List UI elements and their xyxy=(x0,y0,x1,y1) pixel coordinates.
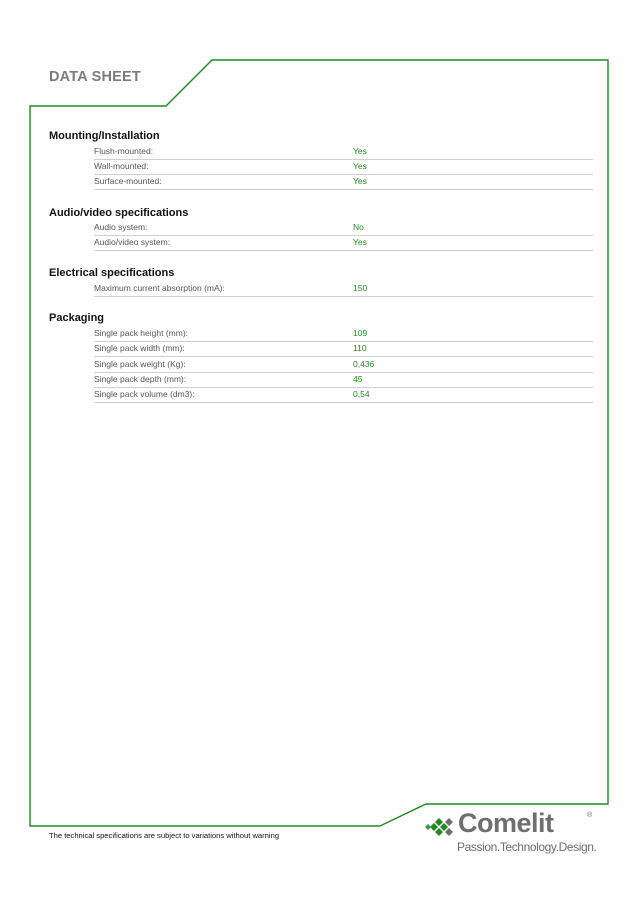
spec-value: 109 xyxy=(353,328,368,338)
section-heading-packaging: Packaging xyxy=(49,312,105,324)
spec-value: Yes xyxy=(353,146,367,156)
spec-label: Single pack depth (mm): xyxy=(94,374,187,384)
spec-row-pack-width xyxy=(94,341,593,357)
spec-row-surface-mounted xyxy=(94,174,593,190)
spec-label: Audio/video system: xyxy=(94,237,171,247)
spec-value: No xyxy=(353,222,364,232)
comelit-diamond-mark-icon xyxy=(424,817,458,837)
spec-label: Single pack volume (dm3): xyxy=(94,389,195,399)
spec-label: Single pack width (mm): xyxy=(94,343,185,353)
spec-value: 150 xyxy=(353,283,368,293)
spec-label: Surface-mounted: xyxy=(94,176,162,186)
spec-value: Yes xyxy=(353,176,367,186)
spec-row-pack-depth xyxy=(94,372,593,388)
spec-row-pack-height xyxy=(94,326,593,342)
spec-value: Yes xyxy=(353,161,367,171)
spec-value: 110 xyxy=(353,343,367,353)
spec-row-current-absorption xyxy=(94,281,593,297)
section-heading-electrical: Electrical specifications xyxy=(49,267,175,279)
spec-row-audio-video-system xyxy=(94,235,593,251)
logo-wordmark: Comelit xyxy=(458,808,554,838)
logo-tagline: Passion.Technology.Design. xyxy=(457,840,597,854)
spec-row-wall-mounted xyxy=(94,159,593,175)
spec-row-pack-volume xyxy=(94,387,593,403)
spec-label: Single pack weight (Kg): xyxy=(94,359,186,369)
spec-label: Maximum current absorption (mA): xyxy=(94,283,225,293)
spec-value: 0,54 xyxy=(353,389,370,399)
spec-row-audio-system xyxy=(94,220,593,236)
spec-label: Flush-mounted: xyxy=(94,146,154,156)
section-heading-mounting: Mounting/Installation xyxy=(49,130,160,142)
page-title: DATA SHEET xyxy=(49,69,141,85)
section-heading-audio-video: Audio/video specifications xyxy=(49,207,189,219)
spec-row-flush-mounted xyxy=(94,144,593,160)
comelit-logo xyxy=(424,808,597,858)
spec-row-pack-weight xyxy=(94,357,593,373)
spec-value: 0,436 xyxy=(353,359,375,369)
spec-label: Audio system: xyxy=(94,222,148,232)
spec-label: Single pack height (mm): xyxy=(94,328,189,338)
spec-value: 45 xyxy=(353,374,363,384)
registered-mark: ® xyxy=(587,812,593,819)
spec-value: Yes xyxy=(353,237,367,247)
footer-disclaimer: The technical specifications are subject to variations without warning xyxy=(49,831,280,840)
spec-label: Wall-mounted: xyxy=(94,161,149,171)
